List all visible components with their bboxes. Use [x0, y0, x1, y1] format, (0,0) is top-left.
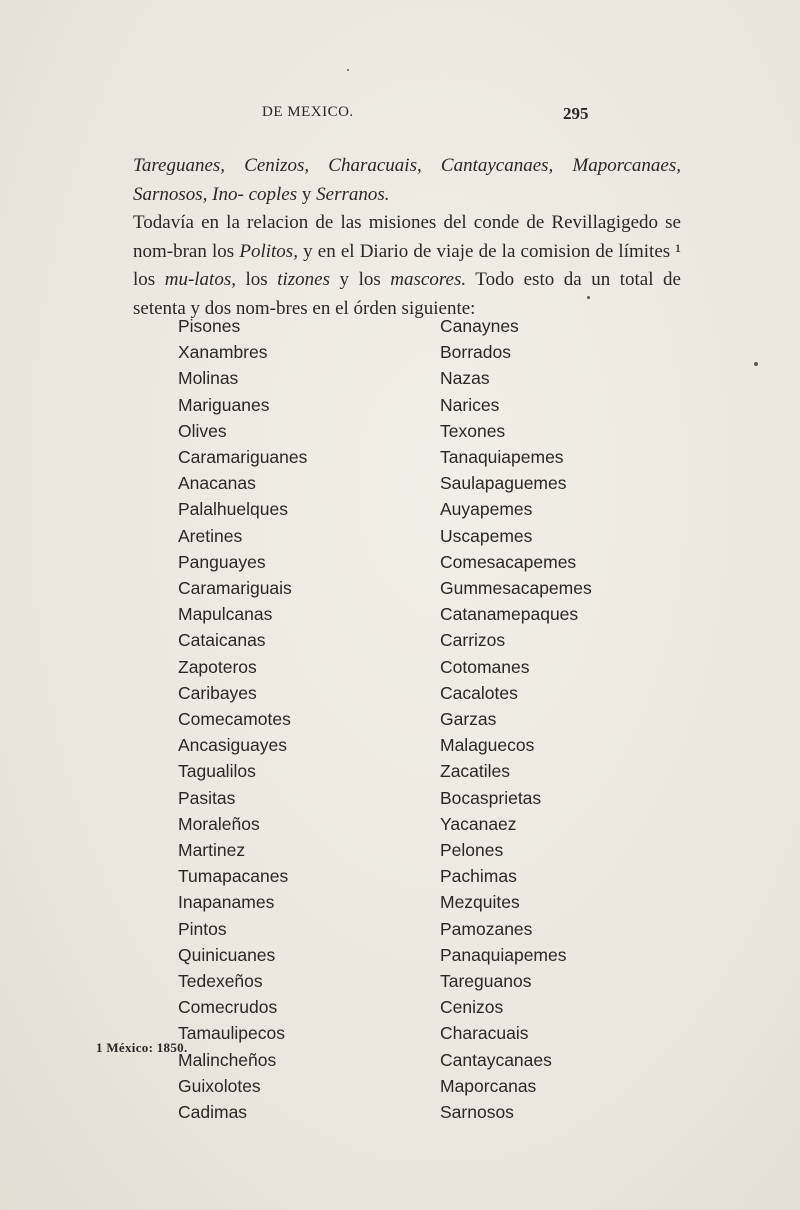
tribe-name: Carrizos	[440, 630, 506, 651]
tribe-name: Yacanaez	[440, 813, 517, 834]
tribe-name: Xanambres	[178, 342, 268, 363]
tribe-name: Comecrudos	[178, 997, 278, 1018]
tribe-name: Mezquites	[440, 892, 520, 913]
running-title: DE MEXICO.	[262, 104, 354, 120]
tribe-name: Auyapemes	[440, 499, 533, 520]
tribe-name: Malincheños	[178, 1049, 277, 1070]
tribe-name: Zapoteros	[178, 656, 257, 677]
tribe-name: Tumapacanes	[178, 866, 289, 887]
tribe-name: Cacalotes	[440, 682, 518, 703]
tribe-name: Mapulcanas	[178, 604, 273, 625]
italic-text: Tareguanes, Cenizos, Characuais, Cantaycanaes, Maporcanaes, Sarnosos, Ino-	[133, 155, 681, 205]
tribe-name: Comesacapemes	[440, 551, 577, 572]
tribe-name: Maporcanas	[440, 1075, 537, 1096]
tribe-name: Pelones	[440, 840, 504, 861]
tribe-name: Tanaquiapemes	[440, 447, 564, 468]
tribe-name: Gummesacapemes	[440, 578, 592, 599]
tribe-name: Panguayes	[178, 551, 266, 572]
tribe-name: Aretines	[178, 525, 243, 546]
tribe-name: Ancasiguayes	[178, 735, 287, 756]
italic-text: mu-latos,	[164, 269, 236, 291]
italic-text: coples	[248, 183, 298, 205]
tribe-name: Guixolotes	[178, 1075, 261, 1096]
tribe-name: Sarnosos	[440, 1102, 514, 1123]
tribe-name: Characuais	[440, 1023, 529, 1044]
tribe-name: Nazas	[440, 368, 490, 389]
tribe-name: Pasitas	[178, 787, 236, 808]
paper-speck	[754, 362, 758, 366]
tribe-name: Comecamotes	[178, 709, 291, 730]
tribe-name: Moraleños	[178, 813, 260, 834]
tribe-name: Pachimas	[440, 866, 517, 887]
tribe-name: Caribayes	[178, 682, 257, 703]
tribe-name: Malaguecos	[440, 735, 535, 756]
tribe-name: Zacatiles	[440, 761, 511, 782]
tribe-name: Molinas	[178, 368, 239, 389]
tribe-name: Narices	[440, 394, 500, 415]
tribe-name: Pamozanes	[440, 918, 533, 939]
tribe-name: Catanamepaques	[440, 604, 579, 625]
tribe-name: Palalhuelques	[178, 499, 288, 520]
paragraph	[133, 209, 681, 323]
text-run: y	[297, 183, 317, 205]
italic-text: mascores.	[390, 269, 467, 291]
tribe-name: Cadimas	[178, 1102, 248, 1123]
tribe-name: Quinicuanes	[178, 944, 276, 965]
tribe-name: Cantaycanaes	[440, 1049, 552, 1070]
tribe-name: Olives	[178, 420, 227, 441]
tribe-name: Uscapemes	[440, 525, 533, 546]
tribe-name: Saulapaguemes	[440, 473, 567, 494]
tribe-name: Caramariguanes	[178, 447, 308, 468]
text-run: los	[235, 269, 278, 291]
text-run: Todavía en la relacion de las misiones del conde de Revillagigedo se nom-bran los	[133, 212, 681, 262]
tribe-name: Borrados	[440, 342, 512, 363]
tribe-name: Inapanames	[178, 892, 275, 913]
tribe-name: Bocasprietas	[440, 787, 542, 808]
tribe-name: Cenizos	[440, 997, 504, 1018]
text-run: y en el Diario de viaje de la comision de límites ¹ los	[133, 240, 682, 291]
tribe-name: Texones	[440, 420, 506, 441]
tribe-name: Pintos	[178, 918, 227, 939]
text-run: Todo esto da un total de setenta y dos nom-bres en el órden siguiente:	[133, 269, 681, 319]
tribe-name: Garzas	[440, 709, 497, 730]
italic-text: Politos,	[239, 240, 298, 262]
tribe-name: Canaynes	[440, 316, 519, 336]
italic-text: tizones	[277, 269, 330, 291]
tribe-name: Cataicanas	[178, 630, 266, 651]
tribe-name: Tedexeños	[178, 971, 263, 992]
paper-speck	[347, 69, 349, 71]
paper-speck	[587, 296, 590, 299]
page-number: 295	[563, 104, 589, 123]
tribe-name: Tareguanos	[440, 971, 532, 992]
text-run: y los	[330, 269, 391, 291]
tribe-name: Tagualilos	[178, 761, 256, 782]
tribe-name: Pisones	[178, 316, 241, 336]
names-column-right	[440, 313, 592, 1125]
tribe-name: Panaquiapemes	[440, 944, 567, 965]
tribe-name: Anacanas	[178, 473, 256, 494]
paragraph	[133, 152, 681, 209]
italic-text: Serranos.	[316, 183, 390, 205]
tribe-name: Caramariguais	[178, 578, 292, 599]
body-text	[133, 152, 681, 324]
footnote: 1 México: 1850.	[96, 1040, 188, 1055]
names-column-left	[178, 313, 307, 1125]
tribe-name: Martinez	[178, 840, 246, 861]
page-header	[0, 104, 800, 128]
tribe-name: Mariguanes	[178, 394, 270, 415]
tribe-name: Tamaulipecos	[178, 1023, 285, 1044]
tribe-name: Cotomanes	[440, 656, 530, 677]
